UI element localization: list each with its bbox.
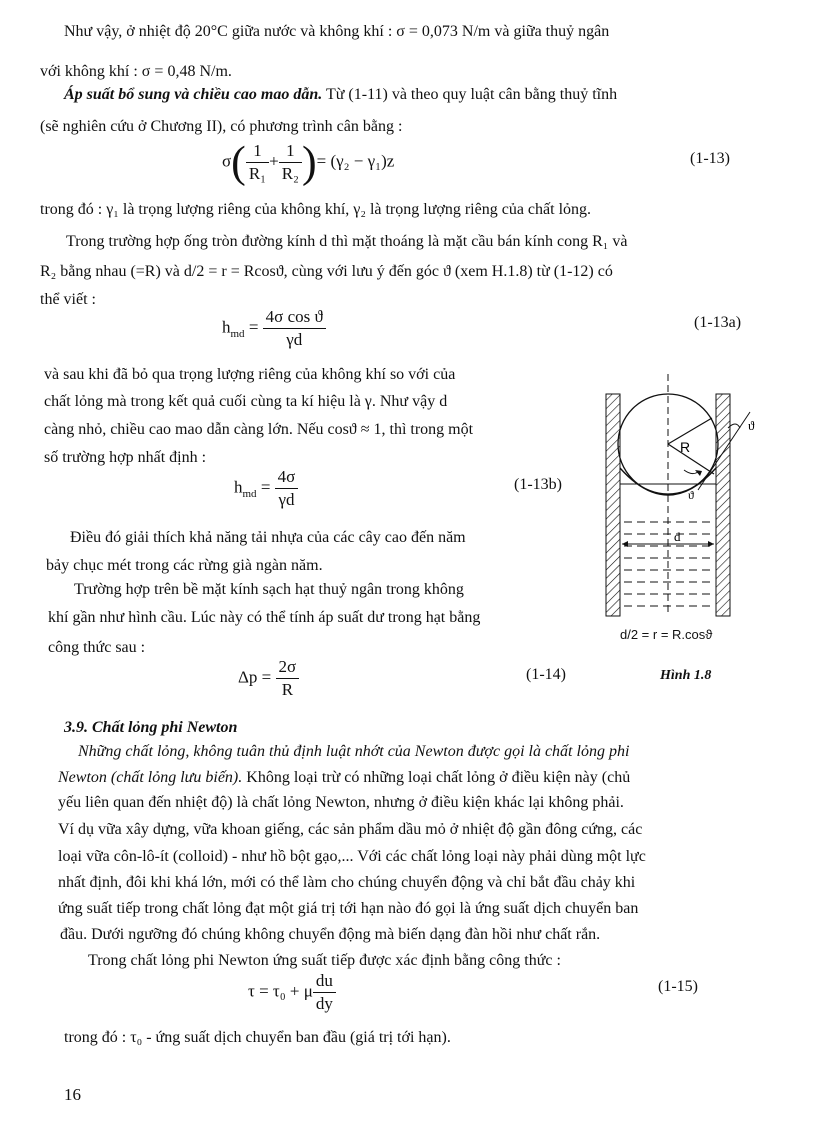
text-line: R₂ bằng nhau (=R) và d/2 = r = Rcosϑ, cùng với lưu ý đến góc ϑ (xem H.1.8) từ (1-12) có [40,263,613,280]
text: Từ (1-11) và theo quy luật cân bằng thuỷ tĩnh [322,86,618,103]
text-line: bảy chục mét trong các rừng già ngàn năm. [46,557,323,574]
text-line: nhất định, đôi khi khá lớn, mới có thể làm cho chúng chuyển động và chỉ bắt đầu chảy khi [58,874,636,891]
figure-relation: d/2 = r = R.cosϑ [620,627,713,642]
equation-1-14: Δp = $\frac{2\sigma}{R}$ [238,656,299,701]
sigma-symbol: σ [222,151,232,171]
label-d: d [674,529,681,544]
equation-1-15: τ = τ₀ + μ $\frac{du}{dy}$ [248,970,336,1015]
text-line: Những chất lỏng, không tuân thủ định luật nhớt của Newton được gọi là chất lỏng phi [78,743,630,760]
text-line: Ví dụ vữa xây dựng, vữa khoan giếng, các sản phẩm dầu mỏ ở nhiệt độ gần đông cứng, các [58,821,643,838]
text-line: chất lỏng mà trong kết quả cuối cùng ta kí hiệu là γ. Như vậy d [44,393,448,410]
equation-1-13: σ( $\frac{1}{\text{R₁}}$ + $\frac{1}{\text{R₂}}$ )= (γ₂ − γ₁)z [222,137,395,187]
text-line: Trong chất lỏng phi Newton ứng suất tiếp được xác định bằng công thức : [88,952,561,969]
equation-number: (1-13) [690,150,730,167]
text-line: số trường hợp nhất định : [44,449,207,466]
section-title: 3.9. Chất lỏng phi Newton [64,719,238,736]
text-line: Trong trường hợp ống tròn đường kính d thì mặt thoáng là mặt cầu bán kính cong R₁ và [66,233,628,250]
label-theta-inner: ϑ [688,488,694,502]
equation-1-13b: $h_{md}$ = $\frac{4\sigma}{\gamma d}$ [234,466,298,511]
text: Không loại trừ có những loại chất lỏng ở điều kiện này (chủ [242,769,631,786]
fraction: $\frac{1}{\text{R₂}}$ [279,140,302,185]
fraction: $\frac{2\sigma}{R}$ [276,656,300,701]
text-line: càng nhỏ, chiều cao mao dẫn càng lớn. Nếu cosϑ ≈ 1, thì trong một [44,421,474,438]
fraction: $\frac{1}{\text{R₁}}$ [246,140,269,185]
equation-number: (1-15) [658,978,698,995]
equation-number: (1-13b) [514,476,562,493]
text-line: Điều đó giải thích khả năng tải nhựa của các cây cao đến năm [70,529,466,546]
capillary-tube-diagram [600,372,770,652]
equation-number: (1-14) [526,666,566,683]
text-line: thể viết : [40,291,96,308]
text-line: ứng suất tiếp trong chất lỏng đạt một giá trị tới hạn nào đó gọi là ứng suất dịch chuyển ban [58,900,639,917]
text-line: trong đó : τ₀ - ứng suất dịch chuyển ban đầu (giá trị tới hạn). [64,1029,451,1046]
text-line: khí gần như hình cầu. Lúc này có thể tính áp suất dư trong hạt bằng [48,609,481,626]
text-line: và sau khi đã bỏ qua trọng lượng riêng của không khí so với của [44,366,456,383]
text-line: Như vậy, ở nhiệt độ 20°C giữa nước và không khí : σ = 0,073 N/m và giữa thuỷ ngân [64,23,610,40]
text-line: loại vữa côn-lô-ít (colloid) - như hồ bột gạo,... Với các chất lỏng loại này phải dùng một lực [58,848,646,865]
label-theta: ϑ [748,418,755,433]
text-line: trong đó : γ₁ là trọng lượng riêng của không khí, γ₂ là trọng lượng riêng của chất lỏng. [40,201,592,218]
figure-caption: Hình 1.8 [660,668,712,683]
inline-heading: Áp suất bổ sung và chiều cao mao dẫn. [64,86,323,103]
text-line: yếu liên quan đến nhiệt độ) là chất lỏng Newton, nhưng ở điều kiện khác lại không phải. [58,794,624,811]
fraction: $\frac{du}{dy}$ [313,970,336,1015]
text-line: (sẽ nghiên cứu ở Chương II), có phương trình cân bằng : [40,118,403,135]
equation-1-13a: $h_{md}$ = $\frac{\text{4σ cos ϑ}}{\gamma d}$ [222,306,326,351]
equation-number: (1-13a) [694,314,742,331]
text-line: đầu. Dưới ngưỡng đó chúng không chuyển động mà biến dạng đàn hồi như chất rắn. [60,926,601,943]
text-line: Trường hợp trên bề mặt kính sạch hạt thuỷ ngân trong không [74,581,464,598]
text-line: công thức sau : [48,639,146,656]
text-line [58,768,630,788]
label-R: R [680,439,691,455]
text-line: với không khí : σ = 0,48 N/m. [40,63,232,80]
italic-text: Newton (chất lỏng lưu biến). [58,769,243,786]
page-number: 16 [64,1085,81,1104]
fraction: $\frac{4\sigma}{\gamma d}$ [275,466,299,511]
figure-1-8 [600,372,770,652]
equation-rhs: = (γ₂ − γ₁)z [316,151,395,171]
fraction: $\frac{\text{4σ cos ϑ}}{\gamma d}$ [263,306,326,351]
paragraph-heading-line [64,85,617,105]
